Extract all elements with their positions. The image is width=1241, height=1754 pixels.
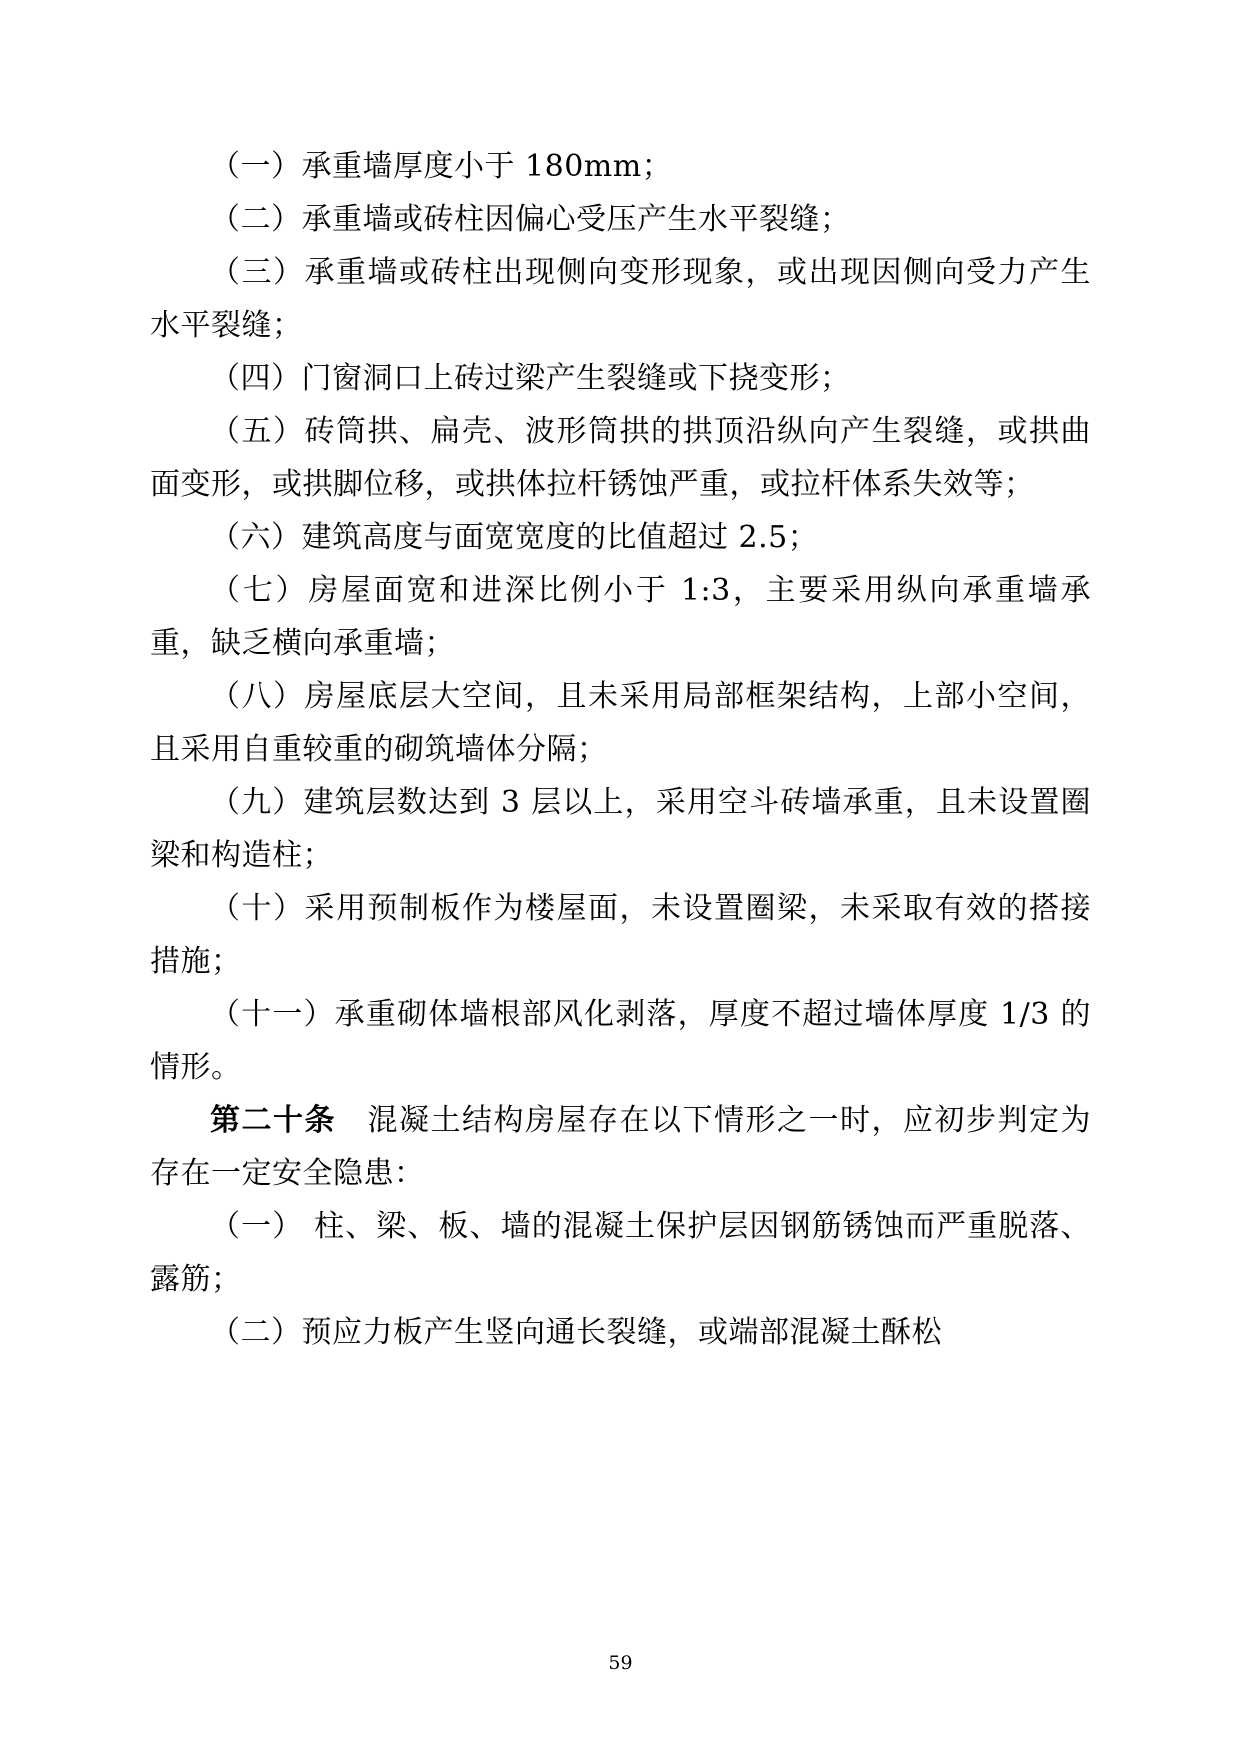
list-item: （九）建筑层数达到 3 层以上，采用空斗砖墙承重，且未设置圈梁和构造柱； <box>150 785 1091 873</box>
list-item: （四）门窗洞口上砖过梁产生裂缝或下挠变形； <box>210 361 851 396</box>
page-number: 59 <box>608 1652 633 1674</box>
list-item: （十）采用预制板作为楼屋面，未设置圈梁，未采取有效的搭接措施； <box>150 891 1091 979</box>
list-item: （一） 柱、梁、板、墙的混凝土保护层因钢筋锈蚀而严重脱落、露筋； <box>150 1209 1091 1297</box>
list-item: （二）承重墙或砖柱因偏心受压产生水平裂缝； <box>210 202 851 237</box>
article-heading-paragraph <box>150 1094 1091 1200</box>
list-item: （三）承重墙或砖柱出现侧向变形现象，或出现因侧向受力产生水平裂缝； <box>150 255 1091 343</box>
document-body <box>150 140 1091 1359</box>
list-item: （六）建筑高度与面宽宽度的比值超过 2.5； <box>210 520 819 555</box>
list-item: （十一）承重砌体墙根部风化剥落，厚度不超过墙体厚度 1/3 的情形。 <box>150 997 1091 1085</box>
list-item: （五）砖筒拱、扁壳、波形筒拱的拱顶沿纵向产生裂缝，或拱曲面变形，或拱脚位移，或拱体拉杆锈蚀严重，或拉杆体系失效等； <box>150 414 1091 502</box>
list-item: （一）承重墙厚度小于 180mm； <box>210 149 673 184</box>
article-number: 第二十条 <box>210 1103 336 1138</box>
article-text: 混凝土结构房屋存在以下情形之一时，应初步判定为存在一定安全隐患： <box>150 1103 1091 1191</box>
list-item: （七）房屋面宽和进深比例小于 1:3，主要采用纵向承重墙承重，缺乏横向承重墙； <box>150 573 1091 661</box>
list-item: （八）房屋底层大空间，且未采用局部框架结构，上部小空间，且采用自重较重的砌筑墙体分隔； <box>150 679 1091 767</box>
list-item: （二）预应力板产生竖向通长裂缝，或端部混凝土酥松 <box>210 1315 942 1350</box>
